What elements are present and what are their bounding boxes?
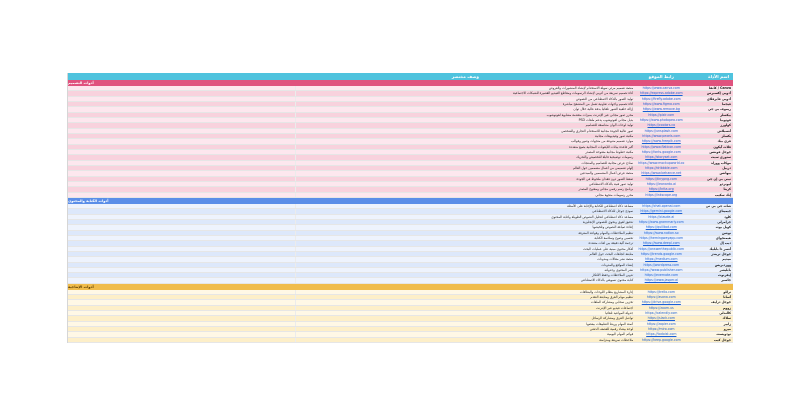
description-cell: برنامج رسم رقمي مجاني ومفتوح المصدر: [578, 187, 634, 192]
empty-cell: [68, 268, 296, 272]
tool-name-cell: ووردبريس: [714, 262, 732, 267]
url-link[interactable]: https://slack.com: [647, 316, 675, 321]
description-cell: بديل مجاني لفوتوشوب يدعم ملفات PSD: [578, 117, 634, 122]
tool-name-cell: ديب إل: [719, 241, 732, 246]
empty-cell: [68, 155, 296, 159]
url-link[interactable]: https://www.mockupworld.co: [638, 160, 685, 165]
tool-name-cell: جوجل فونتس: [709, 149, 732, 154]
url-link[interactable]: https://todoist.com: [646, 332, 677, 337]
url-link[interactable]: https://fonts.google.com: [641, 149, 681, 154]
description-cell: متابعة اتجاهات البحث حول العالم: [589, 251, 634, 256]
description-cell: قوائم المهام اليومية: [607, 332, 634, 337]
header-row: [68, 73, 733, 80]
empty-cell: [68, 231, 296, 235]
description-cell: ترجمة آلية دقيقة بين لغات متعددة: [588, 241, 634, 246]
empty-cell: [68, 338, 296, 342]
description-cell: محرر صور مجاني عبر الإنترنت بميزات متقدمة مشابهة لفوتوشوب: [546, 112, 634, 117]
url-link[interactable]: https://krita.org: [648, 187, 674, 192]
empty-cell: [68, 102, 296, 106]
description-cell: منصة عرض أعمال المصممين والمبدعين: [579, 171, 634, 176]
description-cell: تحسين وضوح وسلاسة الكتابة: [594, 235, 634, 240]
tool-name-cell: ليونردو: [719, 181, 732, 186]
empty-cell: [68, 316, 296, 320]
tool-name-cell: كلود: [724, 214, 732, 219]
tool-name-cell: كالندلي: [719, 311, 732, 316]
section-header: أدوات الإنتاجية: [68, 284, 733, 290]
url-link[interactable]: https://hemingwayapp.com: [639, 235, 684, 240]
tool-name-cell: فيجما: [721, 101, 732, 106]
url-link[interactable]: https://claude.ai: [648, 214, 675, 219]
empty-cell: [68, 204, 296, 208]
section-rows: [68, 204, 733, 284]
empty-cell: [68, 322, 296, 326]
tool-name-cell: نوشن: [721, 230, 732, 235]
empty-cell: [68, 177, 296, 181]
description-cell: ضغط الصور دون فقدان ملحوظ في الجودة: [576, 176, 634, 181]
description-cell: إلهام تصميمي من أعمال مصممين حول العالم: [572, 165, 634, 170]
description-cell: توليد صور فنية بالذكاء الاصطناعي: [588, 181, 634, 186]
section-rows: [68, 86, 733, 198]
url-link[interactable]: https://keep.google.com: [641, 337, 681, 342]
section-blue: [68, 198, 733, 284]
description-cell: محرر رسومات متجهة مجاني: [595, 192, 634, 197]
empty-cell: [68, 113, 296, 117]
url-link[interactable]: https://asana.com: [646, 295, 676, 300]
description-cell: إنشاء المواقع والمدونات: [601, 262, 634, 267]
url-link[interactable]: https://inkscape.org: [645, 192, 678, 197]
table-row: [68, 338, 733, 343]
sheet-body: [68, 80, 733, 343]
empty-cell: [68, 263, 296, 267]
url-link[interactable]: https://answerthepublic.com: [638, 246, 685, 251]
empty-cell: [68, 247, 296, 251]
description-cell: أفكار محتوى مبنية على عمليات البحث: [582, 246, 634, 251]
description-cell: رسومات توضيحية قابلة للتخصيص والتحريك: [576, 155, 634, 160]
description-cell: موارد تصميم متنوعة من متجهات وصور وقوالب: [571, 139, 634, 144]
url-link[interactable]: https://www.notion.so: [643, 230, 679, 235]
description-cell: تدوين الملاحظات وحفظ الأفكار: [591, 273, 634, 278]
section-header: أدوات الكتابة والمحتوى: [68, 198, 733, 204]
description-cell: نشر المحتوى وجدولته: [604, 267, 634, 272]
description-cell: لوحة بيضاء رقمية للعصف الذهني: [589, 327, 634, 332]
tool-name-cell: إيفرنوت: [718, 273, 732, 278]
description-cell: تخزين سحابي ومشاركة الملفات: [590, 300, 634, 305]
empty-cell: [68, 161, 296, 165]
section-rows: [68, 290, 733, 343]
empty-cell: [68, 97, 296, 101]
tool-name-cell: فري بيك: [717, 139, 732, 144]
tool-name-cell: جيميناي: [718, 209, 732, 214]
url-link[interactable]: https://calendly.com: [645, 311, 678, 316]
url-link[interactable]: https://www.canva.com: [642, 86, 680, 90]
description-cell: نموذج جوجل للذكاء الاصطناعي: [592, 209, 634, 214]
description-cell: أداة تصميم سريعة من أدوبي لإنشاء الرسومات ومقاطع الفيديو القصيرة للشبكات الاجتماعية: [513, 91, 634, 96]
empty-cell: [68, 332, 296, 336]
description-cell: إدارة المشاريع بنظام اللوحات والبطاقات: [579, 289, 634, 294]
tool-name-cell: ترللو: [723, 289, 732, 294]
url-link[interactable]: https://www.grammarly.com: [638, 219, 684, 224]
tool-name-cell: أدوبي فايرفلاي: [706, 96, 732, 101]
empty-cell: [68, 139, 296, 143]
empty-cell: [68, 166, 296, 170]
tool-name-cell: زابير: [723, 321, 732, 326]
section-pink: [68, 80, 733, 198]
url-link[interactable]: https://www.jasper.ai: [644, 278, 678, 283]
description-cell: جدولة المواعيد تلقائيا: [605, 311, 634, 316]
empty-cell: [68, 209, 296, 213]
tool-name-cell: فوتوبيا: [720, 117, 732, 122]
empty-cell: [68, 171, 296, 175]
tool-name-cell: Canva / كانفا: [708, 86, 732, 90]
url-link[interactable]: https://gemini.google.com: [640, 209, 683, 214]
url-link[interactable]: https://storyset.com: [645, 155, 678, 160]
tool-name-cell: كولورز: [720, 123, 732, 128]
description-cell: توليد لوحات ألوان متناسقة للتصاميم: [585, 123, 634, 128]
description-cell: إعادة صياغة النصوص وتلخيصها: [592, 225, 634, 230]
description-cell: مكتبة صور وفيديوهات مجانية: [595, 133, 634, 138]
empty-cell: [68, 145, 296, 149]
empty-cell: [68, 327, 296, 331]
tool-name-cell: سلاك: [722, 316, 732, 321]
empty-cell: [68, 118, 296, 122]
description-cell: اجتماعات فيديو عبر الإنترنت: [596, 305, 634, 310]
description-cell: نماذج عرض مجانية للتصاميم والمنتجات: [581, 160, 634, 165]
tool-name-cell: جوجل درايف: [710, 300, 732, 305]
description-cell: تدقيق لغوي ونحوي للنصوص الإنجليزية: [582, 219, 634, 224]
tool-name-cell: تيني بي إن جي: [706, 176, 732, 181]
tool-name-cell: ستوري سيت: [710, 155, 732, 160]
description-cell: مكتبة خطوط مجانية مفتوحة المصدر: [585, 149, 634, 154]
description-cell: منصة نشر مقالات ومدونات: [597, 257, 634, 262]
url-link[interactable]: https://www.behance.net: [641, 171, 682, 176]
tool-name-cell: شات جي بي تي: [705, 203, 732, 208]
url-link[interactable]: https://trends.google.com: [640, 251, 682, 256]
url-link[interactable]: https://www.publisher.com: [640, 267, 683, 272]
url-link[interactable]: https://trello.com: [647, 289, 675, 294]
empty-cell: [68, 134, 296, 138]
tool-name-cell: بيهانس: [719, 171, 732, 176]
url-link[interactable]: https://www.deepl.com: [642, 241, 680, 246]
empty-cell: [68, 91, 296, 95]
description-cell: مساعد ذكاء اصطناعي لتحليل النصوص الطويلة وكتابة المحتوى: [551, 214, 634, 219]
url-link[interactable]: https://unsplash.com: [644, 128, 679, 133]
header-empty-cell: [68, 73, 296, 80]
empty-cell: [68, 273, 296, 277]
tool-name-cell: أنسبلاش: [717, 128, 732, 133]
url-link[interactable]: https://quillbot.com: [645, 225, 677, 230]
empty-cell: [68, 107, 296, 111]
tool-name-cell: إنك سكيب: [714, 192, 732, 197]
tool-name-cell: جاسبر: [721, 278, 732, 283]
url-link[interactable]: https://leonardo.ai: [646, 181, 676, 186]
tool-name-cell: جوجل كيب: [713, 337, 732, 342]
empty-cell: [68, 278, 296, 282]
tool-name-cell: تودويست: [716, 332, 732, 337]
url-link[interactable]: https://miro.com: [648, 327, 675, 332]
empty-cell: [68, 236, 296, 240]
description-cell: تواصل الفرق ومشاركة الرسائل: [591, 316, 634, 321]
url-link[interactable]: https://express.adobe.com: [640, 91, 683, 96]
url-link[interactable]: https://medium.com: [645, 257, 678, 262]
tool-name-cell: ميرو: [723, 327, 732, 332]
empty-cell: [68, 193, 296, 197]
url-link[interactable]: https://www.pexels.com: [642, 133, 681, 138]
url-link[interactable]: https://firefly.adobe.com: [641, 96, 681, 101]
tool-name-cell: أنسر ذا بابليك: [709, 246, 732, 251]
tool-name-cell: أدوبي إكسبرس: [706, 91, 732, 96]
description-cell: إزالة خلفية الصور تلقائيا بدقة عالية خلال ثوان: [573, 107, 634, 112]
description-cell: صور عالية الجودة مجانية للاستخدام التجاري والشخصي: [561, 128, 634, 133]
empty-cell: [68, 241, 296, 245]
header-description: وصف مختصر: [451, 74, 479, 79]
tool-name-cell: ميديم: [722, 257, 732, 262]
url-link[interactable]: https://www.photopea.com: [639, 117, 683, 122]
empty-cell: [68, 215, 296, 219]
url-link[interactable]: https://www.remove.bg: [642, 107, 680, 112]
url-link[interactable]: https://www.flaticon.com: [641, 144, 682, 149]
empty-cell: [68, 300, 296, 304]
url-link[interactable]: https://zapier.com: [646, 321, 676, 326]
empty-cell: [68, 187, 296, 191]
section-gold: [68, 284, 733, 343]
spreadsheet: [67, 73, 733, 343]
empty-cell: [68, 290, 296, 294]
url-link[interactable]: https://dribbble.com: [645, 165, 678, 170]
empty-cell: [68, 86, 296, 90]
tool-name-cell: بابليشر: [719, 267, 732, 272]
description-cell: كتابة محتوى تسويقي بالذكاء الاصطناعي: [580, 278, 634, 283]
description-cell: أكبر قاعدة بيانات للأيقونات المجانية بصيغ متعددة: [569, 144, 634, 149]
empty-cell: [68, 182, 296, 186]
url-link[interactable]: https://wordpress.com: [643, 262, 680, 267]
empty-cell: [68, 295, 296, 299]
empty-cell: [68, 220, 296, 224]
tool-name-cell: هيمنجواي: [715, 235, 732, 240]
url-link[interactable]: https://drive.google.com: [641, 300, 681, 305]
tool-name-cell: موكاب وورلد: [710, 160, 732, 165]
tool-name-cell: كويل بوت: [715, 225, 732, 230]
url-link[interactable]: https://zoom.us: [648, 305, 674, 310]
tool-name-cell: جرامرلي: [717, 219, 732, 224]
tool-name-cell: ريموف بي جي: [707, 107, 732, 112]
description-cell: توليد الصور بالذكاء الاصطناعي من النصوص: [575, 96, 634, 101]
description-cell: مساعد ذكاء اصطناعي للكتابة والإجابة على الأسئلة: [567, 203, 634, 208]
header-tool-name: اسم الأداة: [708, 74, 730, 79]
empty-cell: [68, 257, 296, 261]
empty-cell: [68, 306, 296, 310]
tool-name-cell: زووم: [722, 305, 732, 310]
description-cell: تنظيم مهام الفرق ومتابعة التقدم: [590, 295, 634, 300]
empty-cell: [68, 252, 296, 256]
tool-name-cell: بكسلز: [721, 133, 732, 138]
empty-cell: [68, 129, 296, 133]
tool-name-cell: بيكسلر: [720, 112, 732, 117]
url-link[interactable]: https://tinypng.com: [645, 176, 677, 181]
url-link[interactable]: https://coolors.co: [647, 123, 676, 128]
description-cell: أداة تصميم واجهات تعاونية تعمل من المتصفح مباشرة: [562, 101, 634, 106]
description-cell: ملاحظات سريعة ومتزامنة: [599, 337, 634, 342]
empty-cell: [68, 311, 296, 315]
url-link[interactable]: https://www.freepik.com: [641, 139, 681, 144]
empty-cell: [68, 225, 296, 229]
header-url: رابط الموقع: [648, 74, 674, 79]
tool-name-cell: كريتا: [723, 187, 732, 192]
description-cell: أتمتة المهام وربط التطبيقات ببعضها: [586, 321, 634, 326]
description-cell: منصة تصميم مرئي سهلة الاستخدام لإنشاء المنشورات والعروض: [548, 86, 634, 90]
url-link[interactable]: https://chat.openai.com: [642, 203, 681, 208]
empty-cell: [68, 150, 296, 154]
description-cell: تنظيم الملاحظات والمهام وقواعد المعرفة: [578, 230, 634, 235]
url-link[interactable]: https://www.figma.com: [642, 101, 680, 106]
tool-name-cell: جوجل تريندز: [711, 251, 732, 256]
tool-name-cell: أسانا: [723, 295, 732, 300]
tool-name-cell: فلات آيكون: [713, 144, 732, 149]
url-link[interactable]: https://pixlr.com: [648, 112, 675, 117]
empty-cell: [68, 123, 296, 127]
tool-name-cell: دريبل: [722, 165, 732, 170]
url-link[interactable]: https://evernote.com: [644, 273, 679, 278]
section-header: أدوات التصميم: [68, 80, 733, 86]
